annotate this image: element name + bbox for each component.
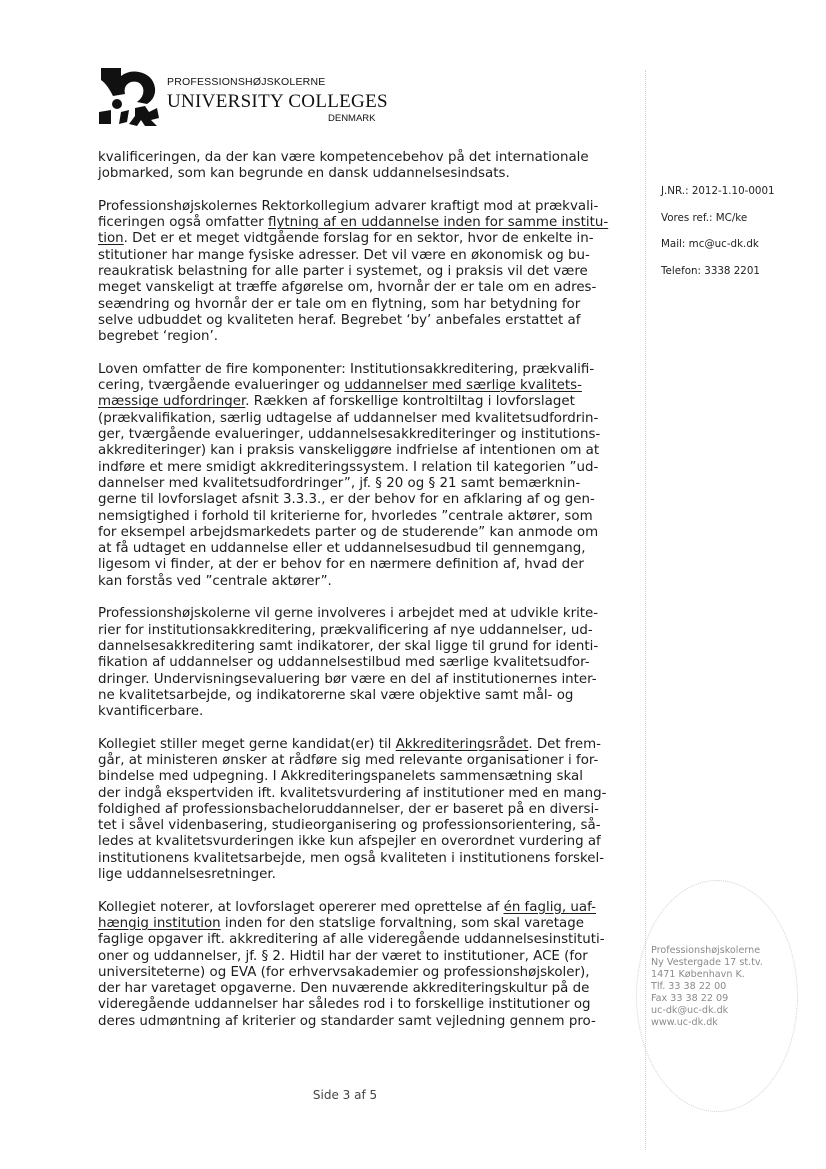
text-segment: faglige opgaver ift. akkreditering af alle videregående uddannelsesinstituti- (98, 932, 605, 948)
text-segment: videregående uddannelser har således rod i to forskellige institutioner og (98, 997, 591, 1013)
text-segment: begrebet ‘region’. (98, 329, 219, 345)
text-segment: universiteterne) og EVA (for erhvervsakademier og professionshøjskoler), (98, 964, 590, 980)
text-line (98, 688, 618, 704)
text-line (98, 313, 618, 329)
text-line (98, 297, 618, 313)
our-reference: Vores ref.: MC/ke (661, 211, 748, 224)
logo-line-3: DENMARK (328, 113, 376, 124)
text-segment: Professionshøjskolernes Rektorkollegium advarer kraftigt mod at prækvali- (98, 198, 599, 214)
underlined-phrase: tion (98, 231, 124, 247)
journal-number: J.NR.: 2012-1.10-0001 (661, 185, 775, 197)
text-segment: oner og uddannelser, jf. § 2. Hidtil har der været to institutioner, ACE (for (98, 948, 588, 964)
text-line (98, 460, 618, 476)
text-line (98, 394, 618, 410)
text-segment: at få udtaget en uddannelse eller et uddannelsesudbud til gennemgang, (98, 541, 586, 557)
text-segment: stitutioner har mange fysiske adresser. Det vil være en økonomisk og bu- (98, 247, 590, 263)
text-segment: kvalificeringen, da der kan være kompetencebehov på det internationale (98, 150, 589, 165)
text-line (98, 574, 618, 590)
underlined-phrase: flytning af en uddannelse inden for samme institu- (268, 215, 609, 231)
text-segment: bindelse med udpegning. I Akkrediteringspanelets sammensætning skal (98, 769, 583, 785)
page-number: Side 3 af 5 (312, 1088, 378, 1102)
paragraph (98, 606, 618, 720)
text-segment: Kollegiet stiller meget gerne kandidat(er) til (98, 736, 396, 752)
text-segment: cering, tværgående evalueringer og (98, 378, 345, 394)
text-line (98, 932, 618, 948)
text-segment: Professionshøjskolerne vil gerne involveres i arbejdet med at udvikle krite- (98, 606, 599, 622)
text-segment: . Rækken af forskellige kontroltiltag i lovforslaget (245, 394, 575, 410)
text-segment: der har varetaget opgaverne. Den nuværende akkrediteringskultur på de (98, 981, 590, 997)
stamp-line: Professionshøjskolerne (651, 945, 761, 956)
text-line (98, 476, 618, 492)
text-segment: for eksempel arbejdsmarkedets parter og de studerende” kan anmode om (98, 524, 599, 540)
text-line (98, 737, 618, 753)
text-segment: deres udmøntning af kriterier og standarder samt vejledning gennem pro- (98, 1013, 596, 1029)
underlined-phrase: uddannelser med særlige kvalitets- (344, 378, 582, 394)
text-line (98, 248, 618, 264)
underlined-phrase: én faglig, uaf- (503, 899, 596, 915)
text-segment: Loven omfatter de fire komponenter: Institutionsakkreditering, prækvalifi- (98, 361, 595, 377)
text-segment: meget vanskeligt at træffe afgørelse om, hvornår der er tale om en adres- (98, 280, 597, 296)
text-line (98, 378, 618, 394)
text-line (98, 199, 618, 215)
stamp-line: Fax 33 38 22 09 (651, 993, 729, 1004)
text-segment: går, at ministeren ønsker at rådføre sig med relevante organisationer i for- (98, 752, 599, 768)
text-segment: ne kvalitetsarbejde, og indikatorerne skal være objektive samt mål- og (98, 687, 574, 703)
text-segment: lige uddannelsesretninger. (98, 867, 276, 883)
text-segment: indføre et mere smidigt akkrediteringssystem. I relation til kategorien ”ud- (98, 459, 599, 475)
underlined-phrase: mæssige udfordringer (98, 394, 246, 410)
text-line (98, 231, 618, 247)
text-line (98, 981, 618, 997)
text-line (98, 280, 618, 296)
text-line (98, 655, 618, 671)
text-segment: dannelser med kvalitetsudfordringer”, jf. § 20 og § 21 samt bemærknin- (98, 475, 581, 491)
stamp-line: Tlf. 33 38 22 00 (651, 981, 727, 992)
mail: Mail: mc@uc-dk.dk (661, 238, 759, 250)
paragraph (98, 362, 618, 590)
text-segment: ledes at kvalitetsvurderingen ikke kun afspejler en overordnet vurdering af (98, 834, 601, 850)
text-line (98, 557, 618, 573)
logo-line-1: PROFESSIONSHØJSKOLERNE (167, 76, 326, 88)
text-line (98, 264, 618, 280)
text-segment: institutionens kvalitetsarbejde, men også kvaliteten i institutionens forskel- (98, 850, 605, 866)
text-segment: ligesom vi finder, at der er behov for en nærmere definition af, hvad der (98, 557, 584, 573)
text-line (98, 411, 618, 427)
letter-body (98, 150, 618, 1046)
text-line (98, 623, 618, 639)
paragraph (98, 199, 618, 346)
text-segment: nemsigtighed i forhold til kriterierne for, hvorledes ”centrale aktører, som (98, 508, 593, 524)
text-line (98, 802, 618, 818)
text-line (98, 949, 618, 965)
text-line (98, 786, 618, 802)
stamp-line: Ny Vestergade 17 st.tv. (651, 957, 763, 968)
text-line (98, 362, 618, 378)
text-line (98, 965, 618, 981)
text-line (98, 427, 618, 443)
address-stamp (651, 945, 763, 1029)
text-segment: ficeringen også omfatter (98, 215, 269, 231)
reference-block (661, 185, 775, 291)
underlined-phrase: Akkrediteringsrådet (395, 736, 529, 752)
text-line (98, 509, 618, 525)
text-segment: kvantificerbare. (98, 704, 204, 720)
text-line (98, 541, 618, 557)
text-segment: reaukratisk belastning for alle parter i systemet, og i praksis vil det være (98, 264, 588, 280)
text-segment: inden for den statslige forvaltning, som skal varetage (220, 915, 584, 931)
underlined-phrase: hængig institution (98, 915, 221, 931)
university-colleges-logo-icon (99, 66, 161, 126)
paragraph (98, 150, 618, 183)
text-segment: . Det frem- (528, 736, 601, 752)
text-segment: Kollegiet noterer, at lovforslaget opererer med oprettelse af (98, 899, 504, 915)
text-line (98, 704, 618, 720)
text-segment: selve udbuddet og kvaliteten heraf. Begrebet ‘by’ anbefales erstattet af (98, 312, 581, 328)
phone: Telefon: 3338 2201 (661, 264, 760, 277)
text-line (98, 769, 618, 785)
text-line (98, 492, 618, 508)
text-segment: foldighed af professionsbacheloruddannelser, der er baseret på en diversi- (98, 801, 599, 817)
text-line (98, 867, 618, 883)
text-segment: fikation af uddannelser og uddannelsestilbud med særlige kvalitetsudfor- (98, 655, 590, 671)
logo (99, 66, 399, 130)
text-line (98, 900, 618, 916)
text-line (98, 851, 618, 867)
paragraph (98, 900, 618, 1030)
text-segment: (prækvalifikation, særlig udtagelse af uddannelser med kvalitetsudfordrin- (98, 410, 599, 426)
paragraph (98, 737, 618, 884)
text-segment: kan forstås ved ”centrale aktører”. (98, 573, 332, 589)
text-line (98, 1014, 618, 1030)
text-line (98, 166, 618, 182)
text-segment: akkrediteringer) kan i praksis vanskeliggøre indfrielse af intentionen om at (98, 443, 600, 459)
text-line (98, 329, 618, 345)
text-line (98, 606, 618, 622)
text-segment: gerne til lovforslaget afsnit 3.3.3., er der behov for en afklaring af og gen- (98, 492, 595, 508)
stamp-line: 1471 København K. (651, 969, 745, 980)
text-line (98, 753, 618, 769)
text-line (98, 834, 618, 850)
text-line (98, 639, 618, 655)
text-segment: dannelsesakkreditering samt indikatorer, der skal ligge til grund for identi- (98, 638, 599, 654)
text-line (98, 916, 618, 932)
text-line (98, 443, 618, 459)
text-line (98, 997, 618, 1013)
text-segment: der indgå ekspertviden ift. kvalitetsvurdering af institutioner med en mang- (98, 785, 607, 801)
text-line (98, 818, 618, 834)
logo-line-2: UNIVERSITY COLLEGES (167, 91, 388, 112)
text-line (98, 150, 618, 166)
stamp-line: uc-dk@uc-dk.dk (651, 1005, 729, 1016)
stamp-line: www.uc-dk.dk (651, 1017, 718, 1028)
text-segment: . Det er et meget vidtgående forslag for en sektor, hvor de enkelte in- (123, 231, 594, 247)
text-segment: seændring og hvornår der er tale om en flytning, som har betydning for (98, 296, 581, 312)
text-segment: jobmarked, som kan begrunde en dansk uddannelsesindsats. (98, 166, 510, 182)
text-line (98, 672, 618, 688)
text-line (98, 215, 618, 231)
text-segment: tet i såvel videnbasering, studieorganisering og professionsorientering, så- (98, 818, 601, 834)
text-segment: dringer. Undervisningsevaluering bør være en del af institutionernes inter- (98, 671, 597, 687)
text-segment: rier for institutionsakkreditering, prækvalificering af nye uddannelser, ud- (98, 622, 593, 638)
text-line (98, 525, 618, 541)
text-segment: ger, tværgående evalueringer, uddannelsesakkrediteringer og institutions- (98, 427, 601, 443)
